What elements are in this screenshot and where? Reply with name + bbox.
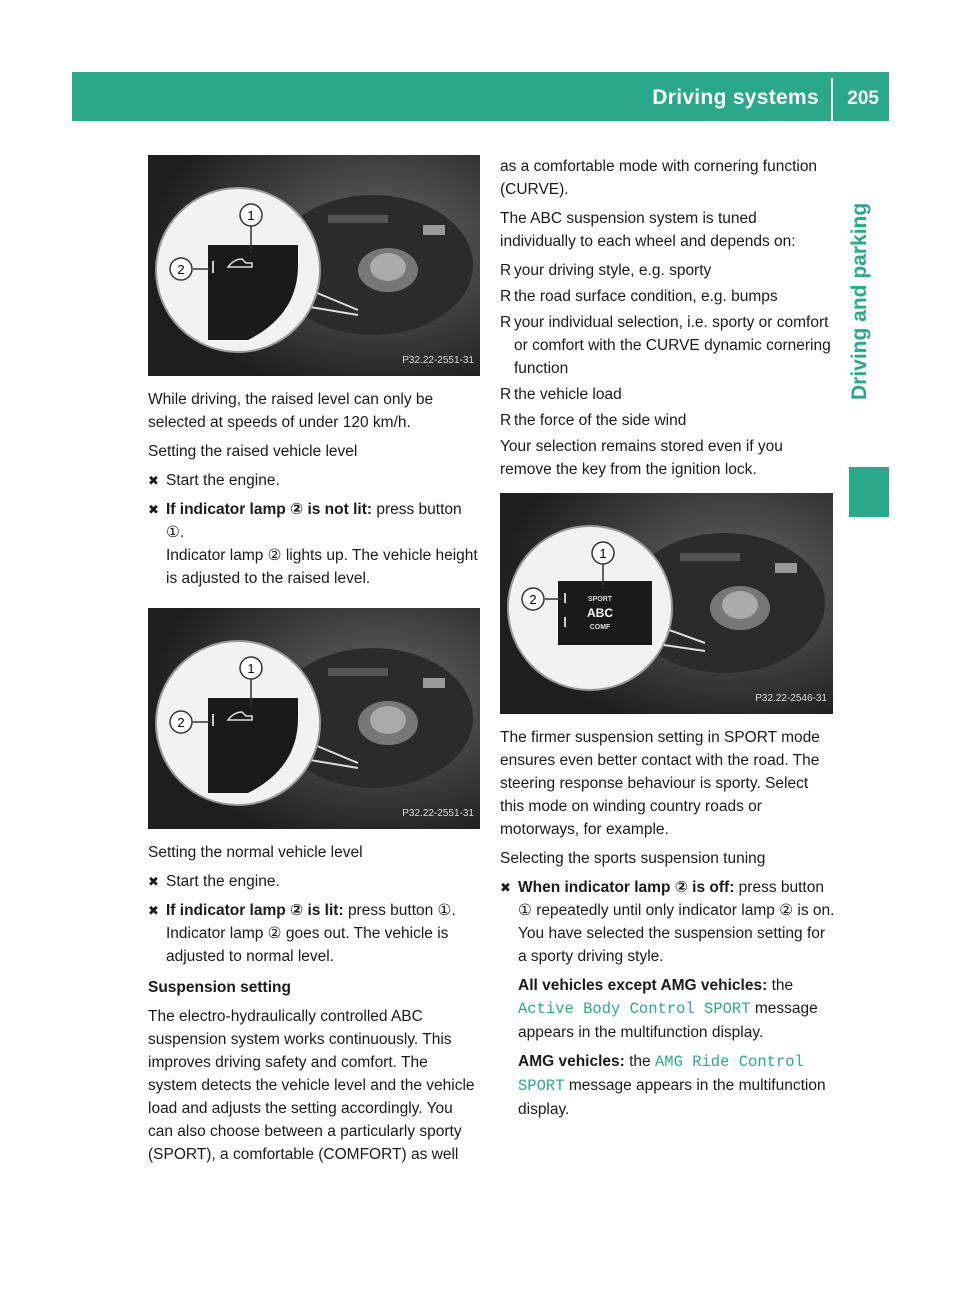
callout-1: 1 — [247, 208, 255, 223]
instruction-step: ✖ When indicator lamp ② is off: press button ① repeatedly until only indicator lamp ② is on. You have selected the suspension setting for a sporty driving style. All vehicles except AMG vehicles: the Active Body Control SPORT message appears in the multifunction display. AMG vehicles: the AMG Ride Control SPORT message appears in the multifunction display. — [500, 876, 836, 1121]
bullet-icon: R — [500, 262, 512, 279]
switch-label-abc: ABC — [587, 606, 613, 620]
list-item: R the road surface condition, e.g. bumps — [500, 285, 836, 308]
console-illustration — [148, 155, 480, 376]
step-result: Indicator lamp ② lights up. The vehicle height is adjusted to the raised level. — [166, 547, 478, 587]
callout-2: 2 — [177, 262, 185, 277]
callout-1: 1 — [599, 546, 607, 561]
display-message: Active Body Control SPORT — [518, 1000, 751, 1018]
figure-raised-level — [148, 155, 480, 376]
subheading: Setting the raised vehicle level — [148, 443, 358, 460]
step-arrow-icon: ✖ — [148, 903, 159, 918]
instruction-step: ✖ If indicator lamp ② is not lit: press button ①. Indicator lamp ② lights up. The vehicle height is adjusted to the raised level. — [148, 498, 480, 590]
paragraph: The ABC suspension system is tuned individually to each wheel and depends on: — [500, 210, 796, 250]
list-item: R your individual selection, i.e. sporty or comfort or comfort with the CURVE dynamic cornering function — [500, 311, 836, 380]
amg-note-2: AMG vehicles: the AMG Ride Control SPORT message appears in the multifunction display. — [518, 1053, 826, 1118]
header-divider — [831, 78, 833, 121]
figure-sport-mode — [500, 493, 833, 714]
step-result: You have selected the suspension setting for a sporty driving style. — [518, 925, 826, 965]
figure-normal-level — [148, 608, 480, 829]
instruction-step: ✖ Start the engine. — [148, 469, 480, 492]
step-arrow-icon: ✖ — [148, 874, 159, 889]
list-item: R the vehicle load — [500, 383, 836, 406]
amg-note-1: All vehicles except AMG vehicles: the Active Body Control SPORT message appears in the multifunction display. — [518, 977, 818, 1041]
list-item: R your driving style, e.g. sporty — [500, 259, 836, 282]
instruction-step: ✖ If indicator lamp ② is lit: press button ①. Indicator lamp ② goes out. The vehicle is adjusted to normal level. — [148, 899, 480, 968]
subheading: Selecting the sports suspension tuning — [500, 850, 766, 867]
page-number: 205 — [847, 88, 879, 109]
list-item: R the force of the side wind — [500, 409, 836, 432]
paragraph: While driving, the raised level can only be selected at speeds of under 120 km/h. — [148, 391, 434, 431]
console-illustration — [500, 493, 833, 714]
section-heading: Suspension setting — [148, 979, 291, 996]
chapter-tab-label: Driving and parking — [848, 202, 871, 400]
display-message: AMG Ride Control SPORT — [518, 1053, 804, 1095]
instruction-step: ✖ Start the engine. — [148, 870, 480, 893]
step-arrow-icon: ✖ — [500, 880, 511, 895]
figure-code: P32.22-2551-31 — [402, 355, 474, 366]
left-column — [148, 155, 480, 1172]
figure-code: P32.22-2546-31 — [755, 693, 827, 704]
paragraph: as a comfortable mode with cornering function (CURVE). — [500, 158, 818, 198]
callout-2: 2 — [177, 715, 185, 730]
figure-code: P32.22-2551-31 — [402, 808, 474, 819]
console-illustration — [148, 608, 480, 829]
section-title: Driving systems — [652, 86, 819, 109]
page-header — [72, 72, 889, 121]
right-column — [500, 155, 836, 1127]
step-arrow-icon: ✖ — [148, 473, 159, 488]
bullet-icon: R — [500, 314, 512, 331]
bullet-icon: R — [500, 386, 512, 403]
callout-2: 2 — [529, 592, 537, 607]
switch-label-sport: SPORT — [587, 596, 613, 603]
paragraph: The firmer suspension setting in SPORT mode ensures even better contact with the road. The steering response behaviour is sporty. Select this mode on winding country roads or motorways, for example. — [500, 729, 820, 838]
step-result: Indicator lamp ② goes out. The vehicle is adjusted to normal level. — [166, 925, 449, 965]
paragraph: Your selection remains stored even if you remove the key from the ignition lock. — [500, 438, 783, 478]
paragraph: The electro-hydraulically controlled ABC suspension system works continuously. This improves driving safety and comfort. The system detects the vehicle level and the vehicle load and adjusts the setting accordingly. You can also choose between a particularly sporty (SPORT), a comfortable (COMFORT) as well — [148, 1008, 475, 1163]
bullet-icon: R — [500, 412, 512, 429]
subheading: Setting the normal vehicle level — [148, 844, 363, 861]
bullet-icon: R — [500, 288, 512, 305]
callout-1: 1 — [247, 661, 255, 676]
chapter-tab-marker — [849, 467, 889, 517]
switch-label-comf: COMF — [589, 624, 611, 631]
step-arrow-icon: ✖ — [148, 502, 159, 517]
